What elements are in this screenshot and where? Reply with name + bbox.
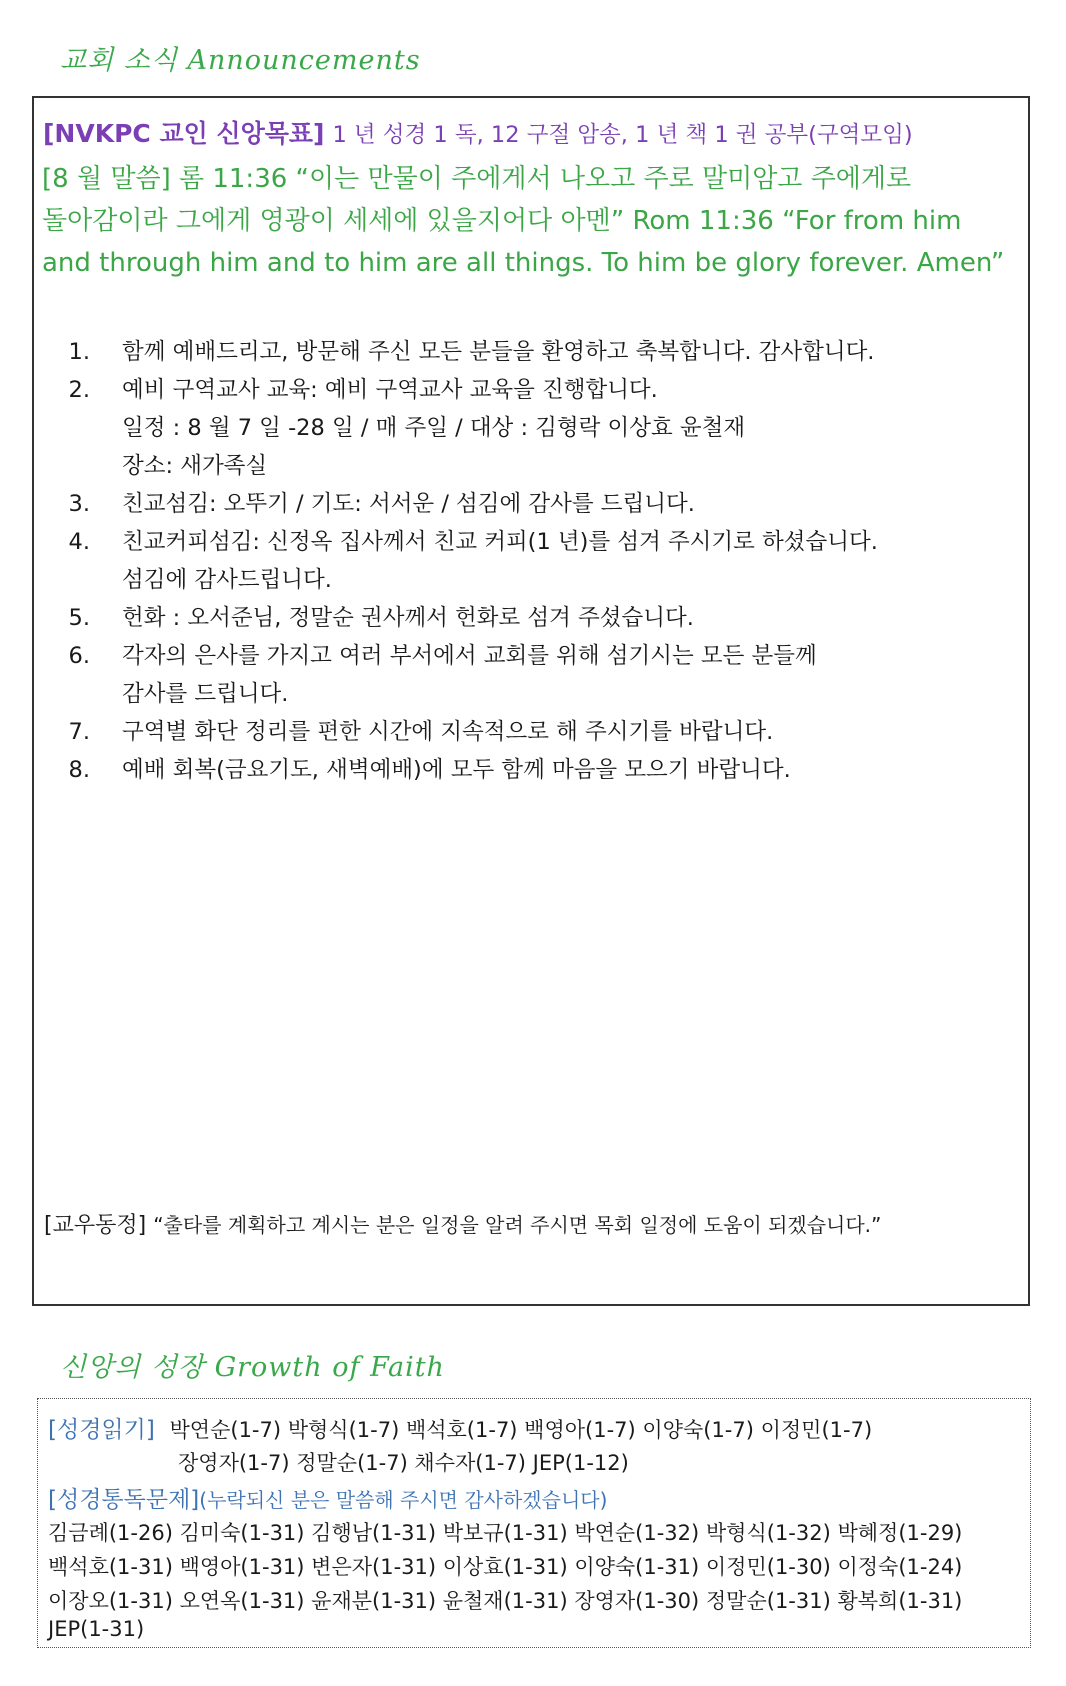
item-number: 6.: [68, 643, 90, 669]
item-number: 7.: [68, 719, 90, 745]
item-text: 함께 예배드리고, 방문해 주신 모든 분들을 환영하고 축복합니다. 감사합니다.: [122, 339, 875, 365]
growth-of-faith-box: [37, 1398, 1031, 1648]
bible-reading-names-cont: 장영자(1-7) 정말순(1-7) 채수자(1-7) JEP(1-12): [178, 1451, 629, 1475]
bible-quiz-names: JEP(1-31): [48, 1617, 145, 1641]
announcement-item: [50, 523, 1000, 599]
fellowship-label: [교우동정]: [44, 1213, 147, 1238]
faith-goal-line: [43, 114, 913, 150]
bible-quiz-names: 이장오(1-31) 오연옥(1-31) 윤재분(1-31) 윤철재(1-31) 장영자(1-30) 정말순(1-31) 황복희(1-31): [48, 1589, 963, 1613]
item-text: 예배 회복(금요기도, 새벽예배)에 모두 함께 마음을 모으기 바랍니다.: [122, 757, 791, 783]
announcement-item: [50, 713, 1000, 751]
fellowship-news: [44, 1208, 881, 1239]
fellowship-text: “출타를 계획하고 계시는 분은 일정을 알려 주시면 목회 일정에 도움이 되겠습니다.”: [153, 1213, 882, 1237]
announcement-item: [50, 371, 1000, 485]
item-text: 헌화 : 오서준님, 정말순 권사께서 헌화로 섬겨 주셨습니다.: [122, 605, 694, 631]
item-text: 예비 구역교사 교육: 예비 구역교사 교육을 진행합니다.: [122, 377, 658, 403]
item-text: 각자의 은사를 가지고 여러 부서에서 교회를 위해 섬기시는 모든 분들께: [122, 643, 817, 669]
verse-line: [8 월 말씀] 롬 11:36 “이는 만물이 주에게서 나오고 주로 말미암고 주에게로: [42, 164, 912, 194]
item-number: 2.: [68, 377, 90, 403]
item-number: 1.: [68, 339, 90, 365]
bible-quiz-names: 김금례(1-26) 김미숙(1-31) 김행남(1-31) 박보규(1-31) 박연순(1-32) 박형식(1-32) 박혜정(1-29): [48, 1521, 963, 1545]
monthly-verse: [42, 158, 1027, 284]
item-text: 친교커피섬김: 신정옥 집사께서 친교 커피(1 년)를 섬겨 주시기로 하셨습니다.: [122, 529, 878, 555]
bible-quiz-label: [성경통독문제]: [48, 1487, 200, 1513]
item-number: 8.: [68, 757, 90, 783]
item-text: 감사를 드립니다.: [122, 681, 289, 707]
growth-of-faith-title: 신앙의 성장 Growth of Faith: [60, 1352, 445, 1383]
bible-reading-label: [성경읽기]: [48, 1417, 155, 1443]
item-number: 3.: [68, 491, 90, 517]
announcement-item: [50, 333, 1000, 371]
announcement-list: [50, 333, 1000, 789]
announcements-box: [32, 96, 1030, 1306]
faith-goal-text: 1 년 성경 1 독, 12 구절 암송, 1 년 책 1 권 공부(구역모임): [332, 122, 913, 148]
verse-line: and through him and to him are all things. To him be glory forever. Amen”: [42, 248, 1005, 278]
faith-goal-label: [NVKPC 교인 신앙목표]: [43, 119, 325, 148]
item-number: 5.: [68, 605, 90, 631]
item-text: 섬김에 감사드립니다.: [122, 567, 332, 593]
bible-quiz-note: (누락되신 분은 말씀해 주시면 감사하겠습니다): [199, 1488, 608, 1512]
item-text: 친교섬김: 오뚜기 / 기도: 서서운 / 섬김에 감사를 드립니다.: [122, 491, 695, 517]
item-text: 일정 : 8 월 7 일 -28 일 / 매 주일 / 대상 : 김형락 이상효 윤철재: [122, 415, 746, 441]
item-number: 4.: [68, 529, 90, 555]
bible-quiz-names: 백석호(1-31) 백영아(1-31) 변은자(1-31) 이상효(1-31) 이양숙(1-31) 이정민(1-30) 이정숙(1-24): [48, 1555, 963, 1579]
announcement-item: [50, 599, 1000, 637]
item-text: 장소: 새가족실: [122, 453, 268, 479]
announcements-title: 교회 소식 Announcements: [60, 45, 421, 76]
bible-quiz-row: [48, 1481, 607, 1514]
bible-reading-names: 박연순(1-7) 박형식(1-7) 백석호(1-7) 백영아(1-7) 이양숙(1-7) 이정민(1-7): [169, 1418, 873, 1442]
announcement-item: [50, 637, 1000, 713]
bible-reading-row: [48, 1411, 872, 1444]
announcement-item: [50, 751, 1000, 789]
announcement-item: [50, 485, 1000, 523]
verse-line: 돌아감이라 그에게 영광이 세세에 있을지어다 아멘” Rom 11:36 “For from him: [42, 206, 962, 236]
item-text: 구역별 화단 정리를 편한 시간에 지속적으로 해 주시기를 바랍니다.: [122, 719, 774, 745]
